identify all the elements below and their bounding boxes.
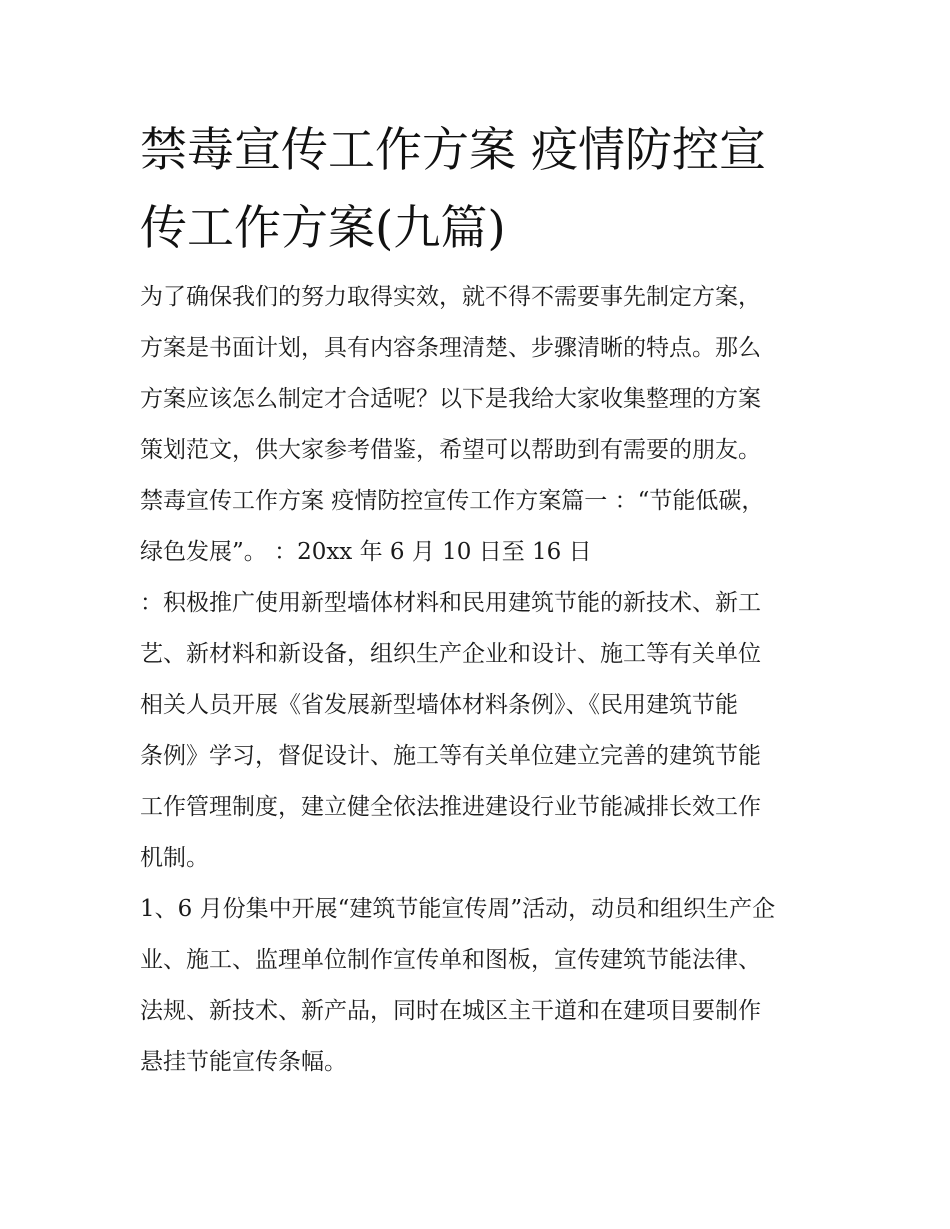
title-line: 传工作方案(九篇) bbox=[140, 201, 506, 256]
body-line: 策划范文，供大家参考借鉴，希望可以帮助到有需要的朋友。 bbox=[140, 437, 761, 463]
document-body bbox=[140, 272, 830, 1088]
body-line: 工作管理制度，建立健全依法推进建设行业节能减排长效工作 bbox=[140, 794, 761, 820]
body-line: 机制。 bbox=[140, 845, 209, 871]
body-line: 禁毒宣传工作方案 疫情防控宣传工作方案篇一 ：“节能低碳， bbox=[140, 488, 765, 514]
body-line: 相关人员开展《省发展新型墙体材料条例》、《民用建筑节能 bbox=[140, 692, 738, 718]
body-line: 法规、新技术、新产品，同时在城区主干道和在建项目要制作 bbox=[140, 998, 761, 1024]
body-line: 为了确保我们的努力取得实效，就不得不需要事先制定方案， bbox=[140, 284, 761, 310]
body-line: 方案应该怎么制定才合适呢？以下是我给大家收集整理的方案 bbox=[140, 386, 761, 412]
body-line: 绿色发展”。 ：20xx 年 6 月 10 日至 16 日 bbox=[140, 539, 592, 565]
body-line: 1、6 月份集中开展“建筑节能宣传周”活动，动员和组织生产企 bbox=[140, 896, 776, 922]
body-line: 条例》学习，督促设计、施工等有关单位建立完善的建筑节能 bbox=[140, 743, 761, 769]
body-line: 业、施工、监理单位制作宣传单和图板，宣传建筑节能法律、 bbox=[140, 947, 761, 973]
document-title bbox=[140, 112, 830, 268]
body-line: 艺、新材料和新设备，组织生产企业和设计、施工等有关单位 bbox=[140, 641, 761, 667]
body-line: 方案是书面计划，具有内容条理清楚、步骤清晰的特点。那么 bbox=[140, 335, 761, 361]
body-line: 悬挂节能宣传条幅。 bbox=[140, 1049, 347, 1075]
body-line: ：积极推广使用新型墙体材料和民用建筑节能的新技术、新工 bbox=[140, 590, 761, 616]
title-line: 禁毒宣传工作方案 疫情防控宣 bbox=[140, 123, 766, 178]
